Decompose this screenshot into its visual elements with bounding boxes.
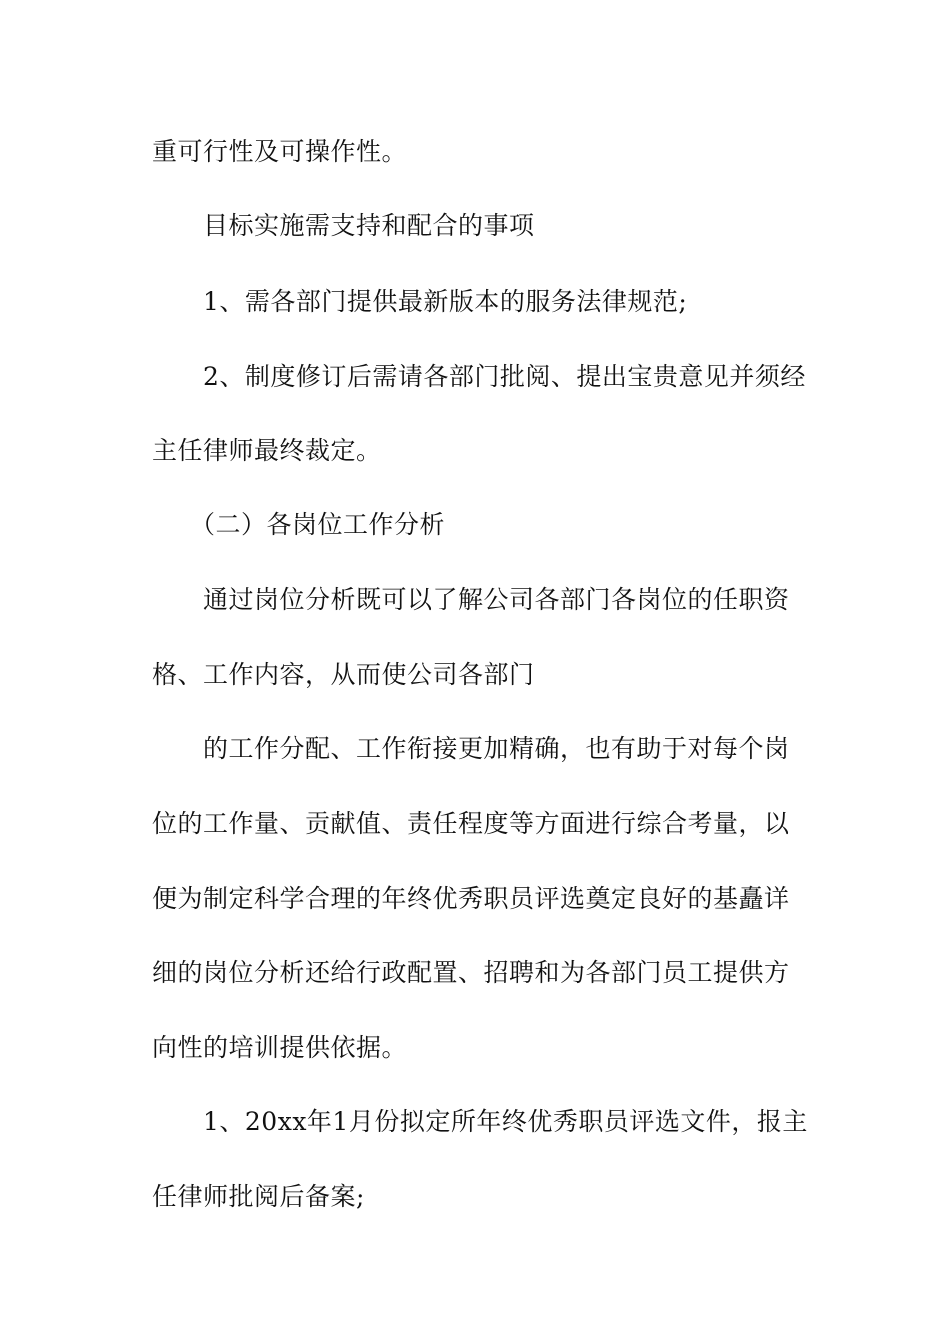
paragraph-line: 细的岗位分析还给行政配置、招聘和为各部门员工提供方 — [152, 958, 790, 987]
list-item: 1、需各部门提供最新版本的服务法律规范; — [203, 287, 688, 316]
list-item: 1、20xx年1月份拟定所年终优秀职员评选文件，报主 — [203, 1107, 808, 1136]
section-heading: （二）各岗位工作分析 — [190, 510, 446, 539]
paragraph-line: 便为制定科学合理的年终优秀职员评选奠定良好的基矗详 — [152, 884, 790, 913]
list-item: 2、制度修订后需请各部门批阅、提出宝贵意见并须经 — [203, 362, 806, 391]
text-line: 任律师批阅后备案; — [152, 1182, 365, 1211]
text-line: 主任律师最终裁定。 — [152, 436, 382, 465]
paragraph-line: 位的工作量、贡献值、责任程度等方面进行综合考量，以 — [152, 809, 790, 838]
paragraph-line: 的工作分配、工作衔接更加精确，也有助于对每个岗 — [203, 734, 790, 763]
section-heading: 目标实施需支持和配合的事项 — [203, 211, 535, 240]
paragraph-line: 通过岗位分析既可以了解公司各部门各岗位的任职资 — [203, 585, 790, 614]
paragraph-line: 格、工作内容，从而使公司各部门 — [152, 660, 535, 689]
text-line: 重可行性及可操作性。 — [152, 137, 408, 166]
paragraph-line: 向性的培训提供依据。 — [152, 1033, 408, 1062]
